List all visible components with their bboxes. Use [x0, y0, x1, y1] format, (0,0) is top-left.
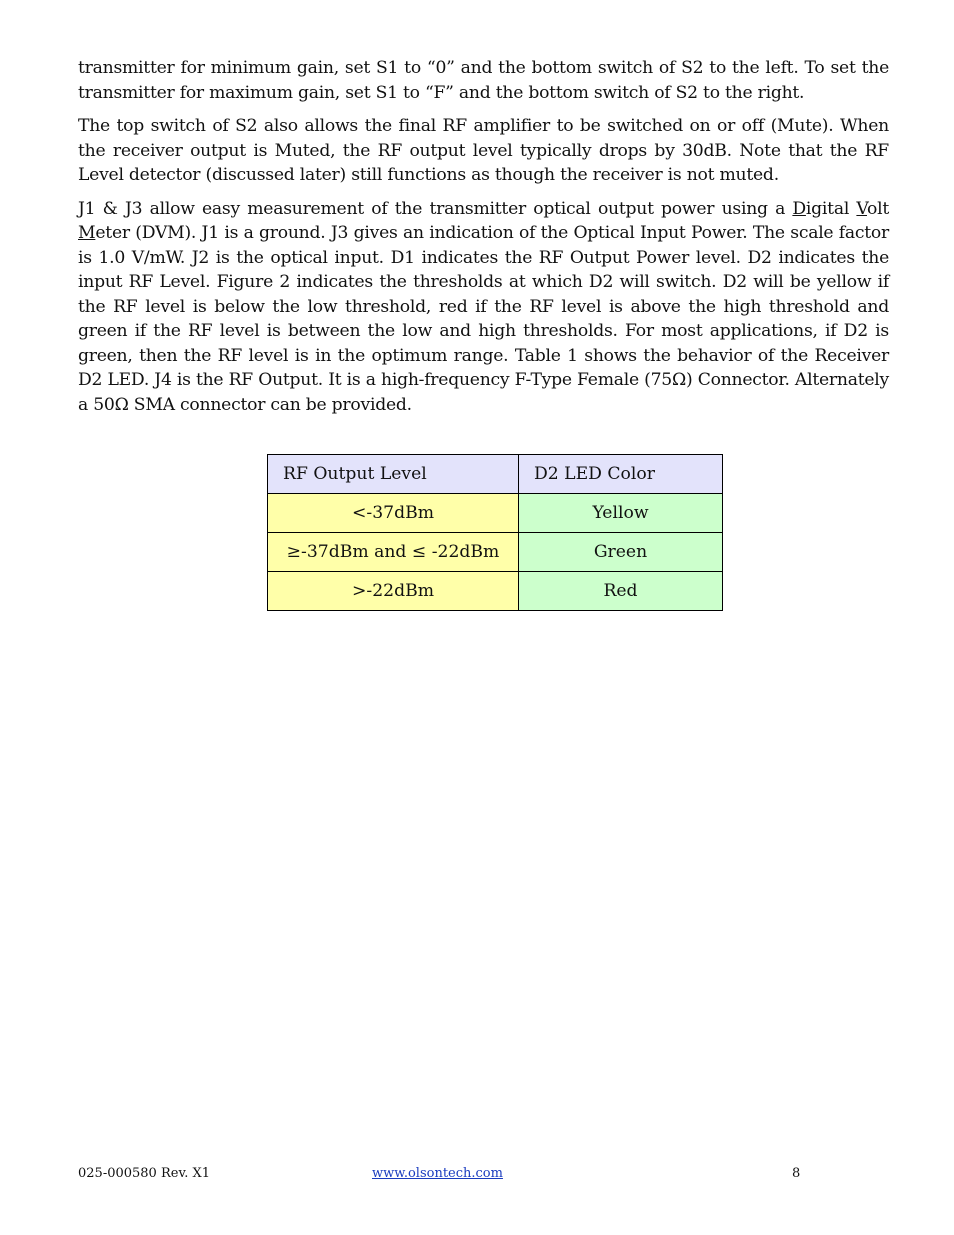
underlined-letter: V: [856, 198, 867, 219]
footer-page-number: 8: [792, 1166, 801, 1181]
rf-level-table: [267, 454, 723, 611]
table-cell-level: >-22dBm: [268, 572, 519, 611]
paragraph-measurement: [78, 197, 889, 418]
paragraph-text: eter (DVM). J1 is a ground. J3 gives an indication of the Optical Input Power. The scale factor is 1.0 V/mW. J2 is the optical input. D1 indicates the RF Output Power level. D2 indicates the input RF Level. Figure 2 indicates the thresholds at which D2 will switch. D2 will be yellow if the RF level is below the low threshold, red if the RF level is above the high threshold and green if the RF level is between the low and high thresholds. For most applications, if D2 is green, then the RF level is in the optimum range. Table 1 shows the behavior of the Receiver D2 LED. J4 is the RF Output. It is a high-frequency F-Type Female (75Ω) Connector. Alternately a 50Ω SMA connector can be provided.: [78, 223, 889, 415]
paragraph-mute-switch: The top switch of S2 also allows the final RF amplifier to be switched on or off (Mute). When the receiver output is Muted, the RF output level typically drops by 30dB. Note that the RF Level detector (discussed later) still functions as though the receiver is not muted.: [78, 116, 889, 185]
document-body: [78, 56, 889, 426]
table-cell-color: Red: [519, 572, 723, 611]
paragraph-text: J1 & J3 allow easy measurement of the transmitter optical output power using a: [78, 198, 793, 219]
table-row: [268, 533, 723, 572]
underlined-letter: D: [792, 198, 806, 219]
header-d2-led-color: D2 LED Color: [519, 455, 723, 494]
paragraph-text: olt: [866, 198, 889, 219]
table-cell-level: <-37dBm: [268, 494, 519, 533]
paragraph-text: igital: [805, 198, 857, 219]
table-cell-color: Green: [519, 533, 723, 572]
underlined-letter: M: [78, 223, 96, 243]
table-row: [268, 494, 723, 533]
table-cell-color: Yellow: [519, 494, 723, 533]
table-header-row: [268, 455, 723, 494]
table-cell-level: ≥-37dBm and ≤ -22dBm: [268, 533, 519, 572]
header-rf-output-level: RF Output Level: [268, 455, 519, 494]
paragraph-gain-settings: transmitter for minimum gain, set S1 to “0” and the bottom switch of S2 to the left. To set the transmitter for maximum gain, set S1 to “F” and the bottom switch of S2 to the right.: [78, 58, 889, 103]
footer-doc-number: 025-000580 Rev. X1: [78, 1166, 211, 1181]
website-link[interactable]: www.olsontech.com: [372, 1166, 503, 1181]
footer-website: [372, 1166, 503, 1181]
table-row: [268, 572, 723, 611]
